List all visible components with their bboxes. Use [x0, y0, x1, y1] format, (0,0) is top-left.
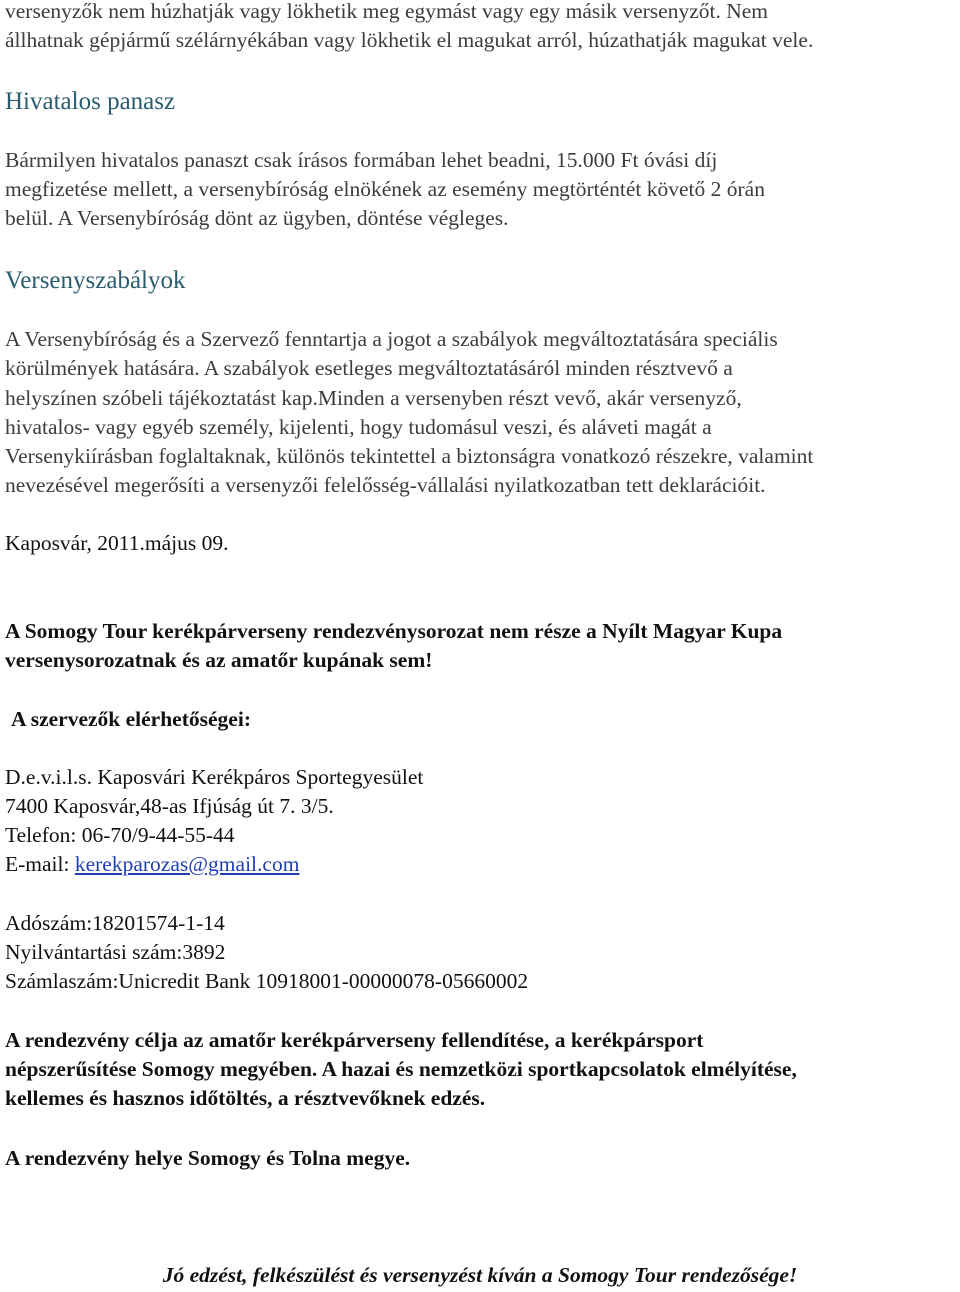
- rules-heading: Versenyszabályok: [5, 267, 186, 294]
- contacts-email-label: E-mail:: [5, 852, 75, 876]
- purpose-line-1: A rendezvény célja az amatőr kerékpárverseny fellendítése, a kerékpársport: [5, 1028, 704, 1052]
- contacts-address: 7400 Kaposvár,48-as Ifjúság út 7. 3/5.: [5, 794, 334, 818]
- notice-line-2: versenysorozatnak és az amatőr kupának sem!: [5, 648, 433, 672]
- tax-number: Adószám:18201574-1-14: [5, 911, 225, 935]
- purpose-line-3: kellemes és hasznos időtöltés, a résztvevőknek edzés.: [5, 1086, 486, 1110]
- email-link[interactable]: kerekparozas@gmail.com: [74, 852, 300, 876]
- rules-line-5: Versenykiírásban foglaltaknak, különös tekintettel a biztonságra vonatkozó részekre, valamint: [5, 444, 814, 468]
- contacts-phone: Telefon: 06-70/9-44-55-44: [5, 823, 235, 847]
- intro-line-2: állhatnak gépjármű szélárnyékában vagy lökhetik el magukat arról, húzathatják magukat vele.: [5, 28, 814, 52]
- purpose-line-2: népszerűsítése Somogy megyében. A hazai és nemzetközi sportkapcsolatok elmélyítése,: [5, 1057, 797, 1081]
- complaint-line-2: megfizetése mellett, a versenybíróság elnökének az esemény megtörténtét követő 2 órán: [5, 177, 765, 201]
- notice-line-1: A Somogy Tour kerékpárverseny rendezvénysorozat nem része a Nyílt Magyar Kupa: [5, 619, 783, 643]
- complaint-line-3: belül. A Versenybíróság dönt az ügyben, döntése végleges.: [5, 206, 509, 230]
- place-date: Kaposvár, 2011.május 09.: [5, 531, 229, 555]
- rules-line-4: hivatalos- vagy egyéb személy, kijelenti, hogy tudomásul veszi, és aláveti magát a: [5, 415, 712, 439]
- contacts-heading: A szervezők elérhetőségei:: [11, 707, 251, 731]
- rules-line-6: nevezésével megerősíti a versenyzői felelősség-vállalási nyilatkozatban tett deklarációit.: [5, 473, 766, 497]
- rules-line-1: A Versenybíróság és a Szervező fenntartja a jogot a szabályok megváltoztatására speciális: [5, 327, 778, 351]
- rules-line-2: körülmények hatására. A szabályok esetleges megváltoztatásáról minden résztvevő a: [5, 356, 733, 380]
- complaint-line-1: Bármilyen hivatalos panaszt csak írásos formában lehet beadni, 15.000 Ft óvási díj: [5, 148, 718, 172]
- complaint-heading: Hivatalos panasz: [5, 88, 176, 115]
- registration-number: Nyilvántartási szám:3892: [5, 940, 226, 964]
- intro-line-1: versenyzők nem húzhatják vagy lökhetik meg egymást vagy egy másik versenyzőt. Nem: [5, 0, 769, 23]
- contacts-email-row: [5, 850, 299, 879]
- rules-line-3: helyszínen szóbeli tájékoztatást kap.Minden a versenyben részt vevő, akár versenyző,: [5, 386, 742, 410]
- venue: A rendezvény helye Somogy és Tolna megye.: [5, 1146, 411, 1170]
- bank-account: Számlaszám:Unicredit Bank 10918001-00000078-05660002: [5, 969, 529, 993]
- contacts-org: D.e.v.i.l.s. Kaposvári Kerékpáros Sportegyesület: [5, 765, 424, 789]
- closing-line: Jó edzést, felkészülést és versenyzést kíván a Somogy Tour rendezősége!: [162, 1263, 798, 1287]
